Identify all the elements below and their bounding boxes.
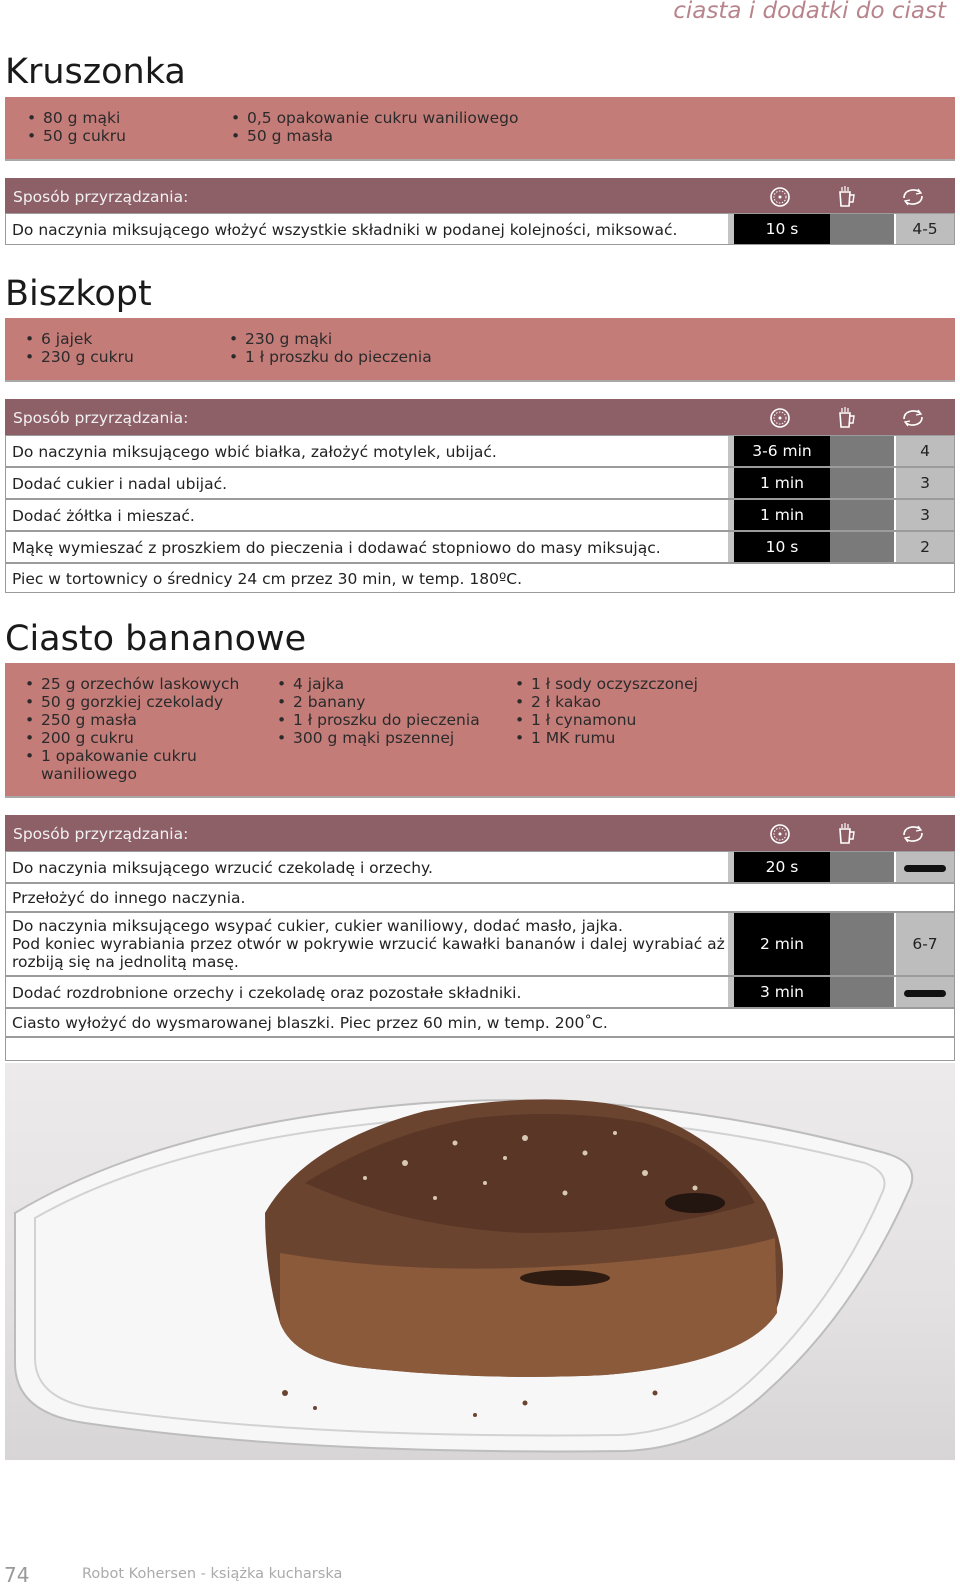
step-text: Do naczynia miksującego wbić białka, założyć motylek, ubijać.	[12, 443, 497, 461]
method-step	[5, 563, 955, 593]
method-header	[5, 815, 955, 851]
turbo-icon	[904, 865, 946, 872]
step-speed	[896, 852, 954, 882]
method-header	[5, 399, 955, 435]
ingredient-item: • 1 ł proszku do pieczenia	[277, 711, 480, 729]
step-text: Do naczynia miksującego włożyć wszystkie składniki w podanej kolejności, miksować.	[12, 221, 678, 239]
ingredient-item: • 1 ł proszku do pieczenia	[229, 348, 432, 366]
step-time: 3 min	[734, 977, 830, 1007]
method-step	[5, 851, 955, 883]
step-temperature	[830, 532, 894, 562]
turbo-icon	[904, 990, 946, 997]
method-step	[5, 499, 955, 531]
speed-arrows-icon	[900, 405, 926, 431]
step-text-continued: Pod koniec wyrabiania przez otwór w pokrywie wrzucić kawałki bananów i dalej wyrabiać aż rozbiją się na jednolitą masę.	[12, 935, 725, 971]
ingredient-item: • 50 g gorzkiej czekolady	[25, 693, 245, 711]
method-label: Sposób przyrządzania:	[13, 825, 189, 843]
step-text: Dodać cukier i nadal ubijać.	[12, 475, 228, 493]
ingredients-box	[5, 318, 955, 382]
step-temperature	[830, 436, 894, 466]
ingredients-column	[217, 109, 518, 145]
method-step	[5, 213, 955, 245]
page-number: 74	[4, 1563, 30, 1587]
ingredients-box	[5, 97, 955, 161]
ingredient-item: • 80 g mąki	[27, 109, 126, 127]
ingredients-column	[263, 675, 480, 747]
speed-arrows-icon	[900, 184, 926, 210]
step-text: Do naczynia miksującego wrzucić czekoladę i orzechy.	[12, 859, 433, 877]
ingredient-item: • 200 g cukru	[25, 729, 245, 747]
step-time: 10 s	[734, 532, 830, 562]
step-time: 10 s	[734, 214, 830, 244]
step-speed: 3	[896, 500, 954, 530]
ingredient-item: • 1 ł cynamonu	[515, 711, 698, 729]
step-temperature	[830, 913, 894, 975]
cake-photo	[5, 1063, 955, 1460]
ingredient-item: • 50 g masła	[231, 127, 518, 145]
method-step	[5, 467, 955, 499]
step-temperature	[830, 468, 894, 498]
step-time: 2 min	[734, 913, 830, 975]
step-text: Do naczynia miksującego wsypać cukier, cukier waniliowy, dodać masło, jajka.	[12, 917, 623, 935]
method-step	[5, 435, 955, 467]
ingredients-column	[11, 675, 245, 783]
ingredient-item: • 1 ł sody oczyszczonej	[515, 675, 698, 693]
ingredients-column	[11, 330, 134, 366]
step-temperature	[830, 500, 894, 530]
ingredients-box	[5, 663, 955, 798]
method-spacer-row	[5, 1037, 955, 1061]
ingredients-column	[501, 675, 698, 747]
step-speed: 3	[896, 468, 954, 498]
step-text: Ciasto wyłożyć do wysmarowanej blaszki. Piec przez 60 min, w temp. 200˚C.	[12, 1014, 608, 1032]
thermometer-dial-icon	[767, 405, 793, 431]
recipe-title: Kruszonka	[5, 52, 186, 92]
step-text: Przełożyć do innego naczynia.	[12, 889, 246, 907]
ingredient-item: • 1 MK rumu	[515, 729, 698, 747]
method-header	[5, 178, 955, 214]
step-speed: 4	[896, 436, 954, 466]
step-text: Dodać rozdrobnione orzechy i czekoladę oraz pozostałe składniki.	[12, 984, 522, 1002]
mixer-jug-icon	[833, 405, 859, 431]
thermometer-dial-icon	[767, 821, 793, 847]
ingredient-item: • 4 jajka	[277, 675, 480, 693]
ingredients-column	[13, 109, 126, 145]
method-step	[5, 531, 955, 563]
ingredient-item: • 50 g cukru	[27, 127, 126, 145]
method-label: Sposób przyrządzania:	[13, 409, 189, 427]
step-speed	[896, 977, 954, 1007]
step-text: Piec w tortownicy o średnicy 24 cm przez 30 min, w temp. 180ºC.	[12, 570, 522, 588]
step-time: 1 min	[734, 468, 830, 498]
ingredient-item: • 250 g masła	[25, 711, 245, 729]
ingredient-item: • 230 g mąki	[229, 330, 432, 348]
step-time: 20 s	[734, 852, 830, 882]
ingredient-item: • 1 opakowanie cukru waniliowego	[25, 747, 201, 783]
recipe-title: Ciasto bananowe	[5, 619, 307, 659]
recipe-title: Biszkopt	[5, 274, 152, 314]
step-text: Mąkę wymieszać z proszkiem do pieczenia i dodawać stopniowo do masy miksując.	[12, 539, 661, 557]
method-label: Sposób przyrządzania:	[13, 188, 189, 206]
thermometer-dial-icon	[767, 184, 793, 210]
step-time: 1 min	[734, 500, 830, 530]
ingredient-item: • 300 g mąki pszennej	[277, 729, 480, 747]
step-time: 3-6 min	[734, 436, 830, 466]
cake-illustration	[5, 1063, 955, 1460]
step-speed: 4-5	[896, 214, 954, 244]
step-speed: 2	[896, 532, 954, 562]
ingredient-item: • 25 g orzechów laskowych	[25, 675, 245, 693]
ingredient-item: • 2 ł kakao	[515, 693, 698, 711]
mixer-jug-icon	[833, 821, 859, 847]
method-step	[5, 883, 955, 912]
ingredient-item: • 230 g cukru	[25, 348, 134, 366]
method-step	[5, 912, 955, 976]
speed-arrows-icon	[900, 821, 926, 847]
ingredients-column	[215, 330, 432, 366]
step-speed: 6-7	[896, 913, 954, 975]
book-title: Robot Kohersen - książka kucharska	[82, 1566, 343, 1582]
ingredient-item: • 6 jajek	[25, 330, 134, 348]
step-text: Dodać żółtka i mieszać.	[12, 507, 195, 525]
ingredient-item: • 2 banany	[277, 693, 480, 711]
step-temperature	[830, 852, 894, 882]
step-temperature	[830, 977, 894, 1007]
section-header: ciasta i dodatki do ciast	[673, 0, 946, 24]
method-step	[5, 1008, 955, 1037]
method-step	[5, 976, 955, 1008]
step-temperature	[830, 214, 894, 244]
mixer-jug-icon	[833, 184, 859, 210]
ingredient-item: • 0,5 opakowanie cukru waniliowego	[231, 109, 518, 127]
